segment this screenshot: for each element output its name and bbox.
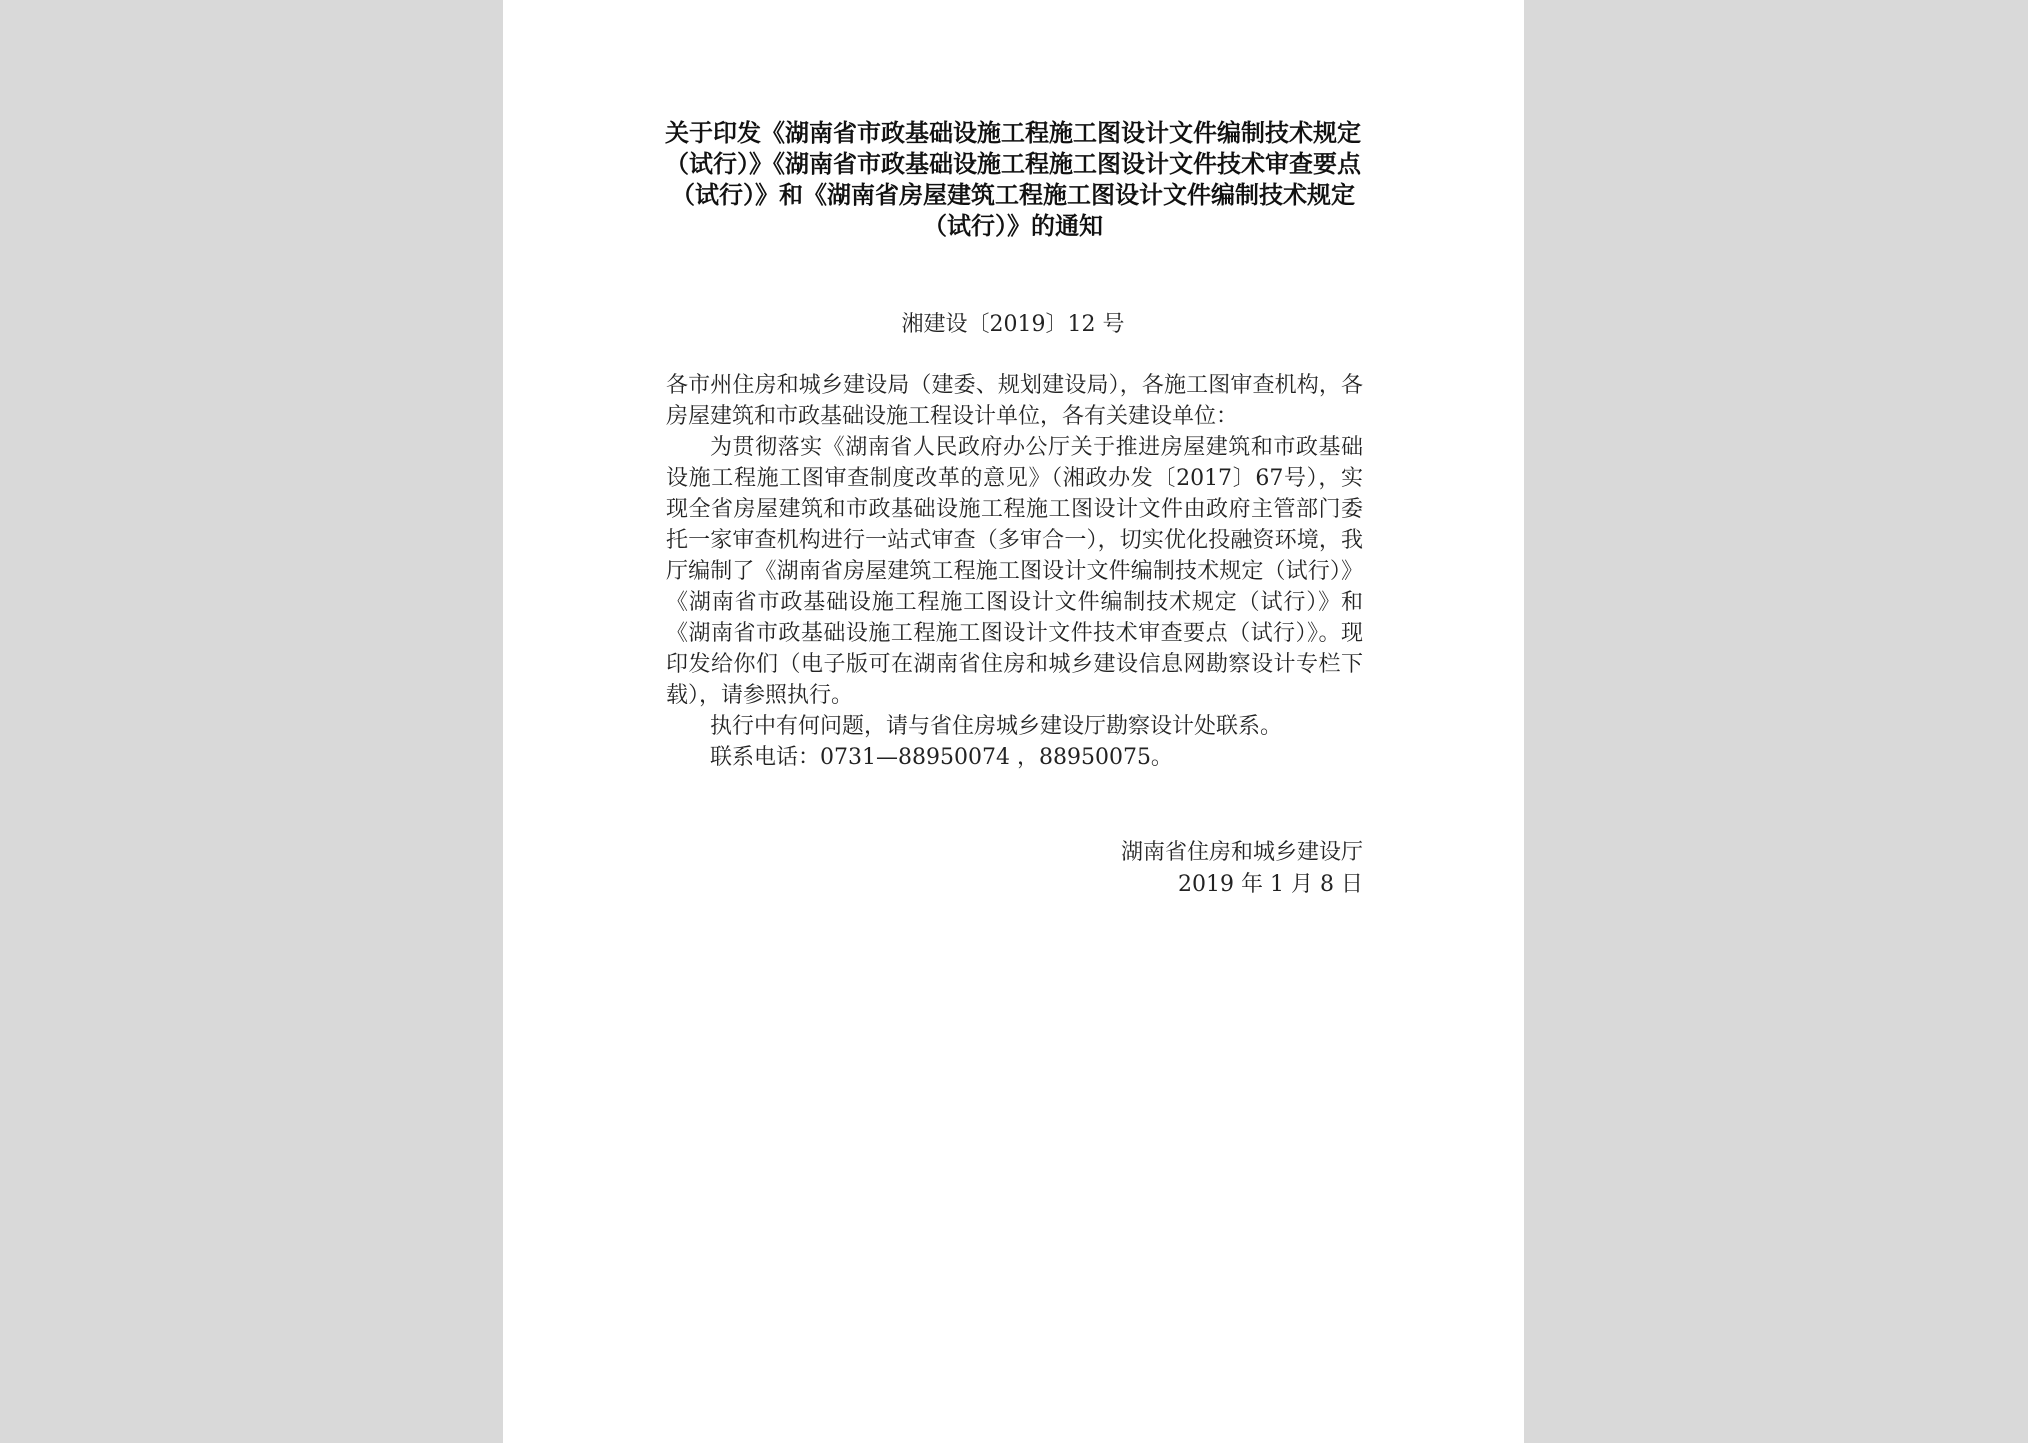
issuer-name: 湖南省住房和城乡建设厅: [1120, 840, 1363, 865]
document-body: [666, 370, 1363, 773]
issue-date: 2019 年 1 月 8 日: [1178, 872, 1363, 897]
paragraph-phone: 联系电话：0731—88950074 ，88950075。: [710, 745, 1173, 770]
addressee: 各市州住房和城乡建设局（建委、规划建设局），各施工图审查机构，各房屋建筑和市政基础设施工程设计单位，各有关建设单位：: [666, 373, 1363, 429]
signature-block: [1063, 837, 1363, 901]
paragraph-contact-note: 执行中有何问题，请与省住房城乡建设厅勘察设计处联系。: [710, 714, 1283, 739]
paragraph-main: 为贯彻落实《湖南省人民政府办公厅关于推进房屋建筑和市政基础设施工程施工图审查制度改革的意见》（湘政办发〔2017〕67号），实现全省房屋建筑和市政基础设施工程施工图设计文件由政府主管部门委托一家审查机构进行一站式审查（多审合一），切实优化投融资环境，我厅编制了《湖南省房屋建筑工程施工图设计文件编制技术规定（试行）》《湖南省市政基础设施工程施工图设计文件编制技术规定（试行）》和《湖南省市政基础设施工程施工图设计文件技术审查要点（试行）》。现印发给你们（电子版可在湖南省住房和城乡建设信息网勘察设计专栏下载），请参照执行。: [666, 435, 1363, 708]
document-number: 湘建设〔2019〕12 号: [901, 312, 1125, 337]
document-page: [503, 0, 1524, 1443]
document-title: 关于印发《湖南省市政基础设施工程施工图设计文件编制技术规定（试行）》《湖南省市政基础设施工程施工图设计文件技术审查要点（试行）》和《湖南省房屋建筑工程施工图设计文件编制技术规定（试行）》的通知: [665, 118, 1361, 240]
